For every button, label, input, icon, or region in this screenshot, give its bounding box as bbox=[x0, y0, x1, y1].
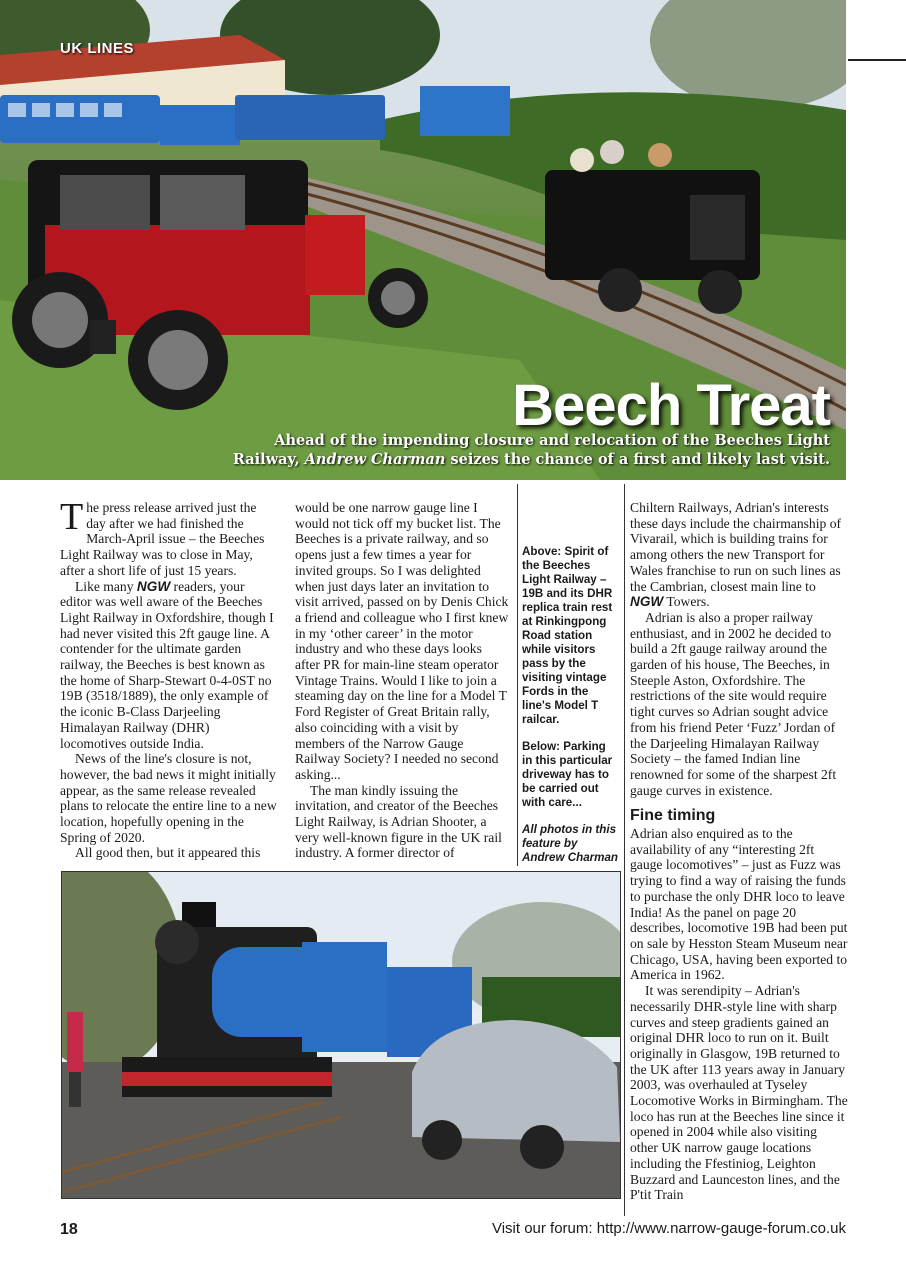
hero-photo bbox=[0, 0, 846, 480]
paragraph-text: Chiltern Railways, Adrian's interests these days include the chairmanship of Vivarail, which is building trains for among others the new Transport for Wales franchise to run on such lines as the Cambrian, closest main line to bbox=[630, 500, 842, 594]
standfirst-text-2: seizes the chance of a first and likely last visit. bbox=[445, 451, 830, 468]
locomotive-photo-illustration bbox=[62, 872, 620, 1198]
body-column-2 bbox=[295, 500, 510, 861]
page-number: 18 bbox=[60, 1221, 78, 1238]
column-rule bbox=[517, 484, 518, 866]
standfirst-author: Andrew Charman bbox=[304, 451, 446, 468]
ngw-mark: NGW bbox=[136, 578, 171, 594]
standfirst-text-1: Ahead of the impending closure and relocation of the Beeches Light Railway, bbox=[232, 432, 830, 468]
drop-cap: T bbox=[60, 496, 84, 538]
paragraph-text: Towers. bbox=[663, 594, 710, 610]
caption-column bbox=[522, 545, 618, 878]
standfirst bbox=[230, 431, 830, 469]
paragraph bbox=[630, 500, 848, 610]
subheading: Fine timing bbox=[630, 807, 716, 825]
headline: Beech Treat bbox=[512, 373, 830, 438]
paragraph: would be one narrow gauge line I would not tick off my bucket list. The Beeches is a private railway, and so opens just a few times a year for invited groups. So I was delighted when just days later an invitation to visit arrived, passed on by Denis Chick a friend and colleague who I first knew in my ‘other career’ in the motor industry and who these days looks after PR for main-line steam operator Vintage Trains. Would I like to join a steaming day on the line for a Model T Ford Register of Great Britain rally, also coinciding with a visit by members of the Narrow Gauge Railway Society? I needed no second asking... bbox=[295, 500, 509, 782]
paragraph: The man kindly issuing the invitation, and creator of the Beeches Light Railway, is Adrian Shooter, a very well-known figure in the UK rail industry. A former director of bbox=[295, 782, 502, 861]
paragraph-text: he press release arrived just the day after we had finished the March-April issue – the Beeches Light Railway was to close in May, after a short life of just 15 years. bbox=[60, 500, 265, 578]
caption-below: Below: Parking in this particular driveway has to be carried out with care... bbox=[522, 740, 613, 809]
locomotive-photo bbox=[61, 871, 621, 1199]
section-label: UK LINES bbox=[60, 40, 135, 57]
paragraph: Adrian also enquired as to the availability of any “interesting 2ft gauge locomotives” – just as Fuzz was trying to find a way of raising the funds to purchase the only DHR loco to leave India! As the panel on page 20 describes, locomotive 19B had been put on sale by Hesston Steam Museum near Chicago, USA, having been exported to America in 1962. bbox=[630, 826, 848, 983]
paragraph bbox=[60, 496, 278, 579]
header-rule bbox=[848, 59, 906, 61]
paragraph: It was serendipity – Adrian's necessarily DHR-style line with sharp curves and steep gradients gained an original DHR loco to run on it. Built originally in Glasgow, 19B returned to the UK after 113 years away in January 2003, was overhauled at Tyseley Locomotive Works in Birmingham. The loco has run at the Beeches line since it opened in 2004 while also visiting other UK narrow gauge locations including the Ffestiniog, Leighton Buzzard and Launceston lines, and the P'tit Train bbox=[630, 983, 848, 1203]
paragraph-text: readers, your editor was well aware of the Beeches Light Railway in Oxfordshire, though I had never visited this 2ft gauge line. A contender for the ultimate garden railway, the Beeches is best known as the home of Sharp-Stewart 0-4-0ST no 19B (3518/1889), the only example of the iconic B-Class Darjeeling Himalayan Railway (DHR) locomotives outside India. bbox=[60, 578, 274, 751]
paragraph: News of the line's closure is not, however, the bad news it might initially appear, as the same release revealed plans to relocate the entire line to a new location, hopefully opening in the Spring of 2020. bbox=[60, 751, 277, 845]
body-column-4 bbox=[630, 500, 848, 1203]
photo-credit: All photos in this feature by Andrew Charman bbox=[522, 823, 618, 864]
paragraph: Adrian is also a proper railway enthusiast, and in 2002 he decided to build a 2ft gauge railway around the garden of his house, The Beeches, in Steeple Aston, Oxfordshire. The restrictions of the site would require tight curves so Adrian sought advice from his friend Peter ‘Fuzz’ Jordan of the Darjeeling Himalayan Railway Society – the famed Indian line renowned for some of the sharpest 2ft gauge curves in existence. bbox=[630, 609, 837, 798]
paragraph-text: Like many bbox=[75, 578, 137, 594]
paragraph: All good then, but it appeared this bbox=[75, 845, 261, 861]
paragraph bbox=[60, 579, 278, 752]
ngw-mark: NGW bbox=[630, 594, 664, 610]
column-rule bbox=[624, 484, 625, 1216]
forum-link[interactable]: Visit our forum: http://www.narrow-gauge-forum.co.uk bbox=[491, 1220, 846, 1237]
caption-above: Above: Spirit of the Beeches Light Railway – 19B and its DHR replica train rest at Rinkingpong Road station while visitors pass by the visiting vintage Fords in the line's Model T railcar. bbox=[522, 545, 613, 726]
body-column-1 bbox=[60, 496, 278, 861]
